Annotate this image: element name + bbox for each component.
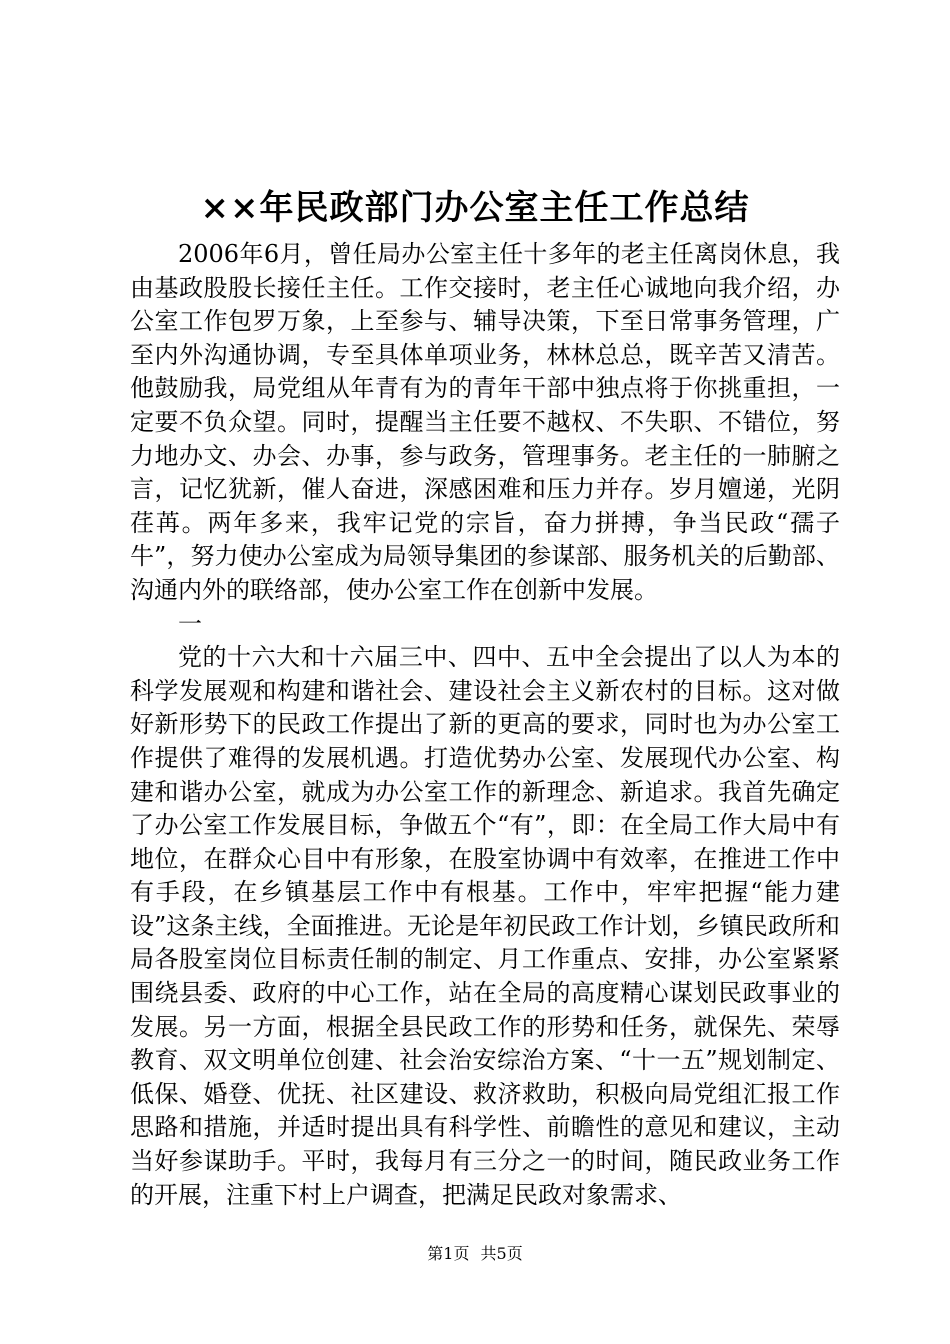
page-total: 共5页 [480, 1244, 523, 1263]
paragraph-intro: 2006年6月，曾任局办公室主任十多年的老主任离岗休息，我由基政股股长接任主任。工作交接时，老主任心诚地向我介绍，办公室工作包罗万象，上至参与、辅导决策，下至日常事务管理，广至内外沟通协调，专至具体单项业务，林林总总，既辛苦又清苦。他鼓励我，局党组从年青有为的青年干部中独点将于你挑重担，一定要不负众望。同时，提醒当主任要不越权、不失职、不错位，努力地办文、办会、办事，参与政务，管理事务。老主任的一肺腑之言，记忆犹新，催人奋进，深感困难和压力并存。岁月嬗递，光阴荏苒。两年多来，我牢记党的宗旨，奋力拼搏，争当民政“孺子牛”，努力使办公室成为局领导集团的参谋部、服务机关的后勤部、沟通内外的联络部，使办公室工作在创新中发展。 [130, 240, 840, 604]
page-footer [0, 1242, 950, 1266]
document-body [130, 238, 840, 1212]
section-heading-one: 一 [178, 609, 202, 638]
document-title: ××年民政部门办公室主任工作总结 [200, 188, 750, 228]
paragraph-section-one: 党的十六大和十六届三中、四中、五中全会提出了以人为本的科学发展观和构建和谐社会、建设社会主义新农村的目标。这对做好新形势下的民政工作提出了新的更高的要求，同时也为办公室工作提供了难得的发展机遇。打造优势办公室、发展现代办公室、构建和谐办公室，就成为办公室工作的新理念、新追求。我首先确定了办公室工作发展目标，争做五个“有”，即：在全局工作大局中有地位，在群众心目中有形象，在股室协调中有效率，在推进工作中有手段，在乡镇基层工作中有根基。工作中，牢牢把握“能力建设”这条主线，全面推进。无论是年初民政工作计划，乡镇民政所和局各股室岗位目标责任制的制定、月工作重点、安排，办公室紧紧围绕县委、政府的中心工作，站在全局的高度精心谋划民政事业的发展。另一方面，根据全县民政工作的形势和任务，就保先、荣辱教育、双文明单位创建、社会治安综治方案、“十一五”规划制定、低保、婚登、优抚、社区建设、救济救助，积极向局党组汇报工作思路和措施，并适时提出具有科学性、前瞻性的意见和建议，主动当好参谋助手。平时，我每月有三分之一的时间，随民政业务工作的开展，注重下村上户调查，把满足民政对象需求、 [130, 643, 840, 1209]
page-number: 第1页 [427, 1244, 470, 1263]
